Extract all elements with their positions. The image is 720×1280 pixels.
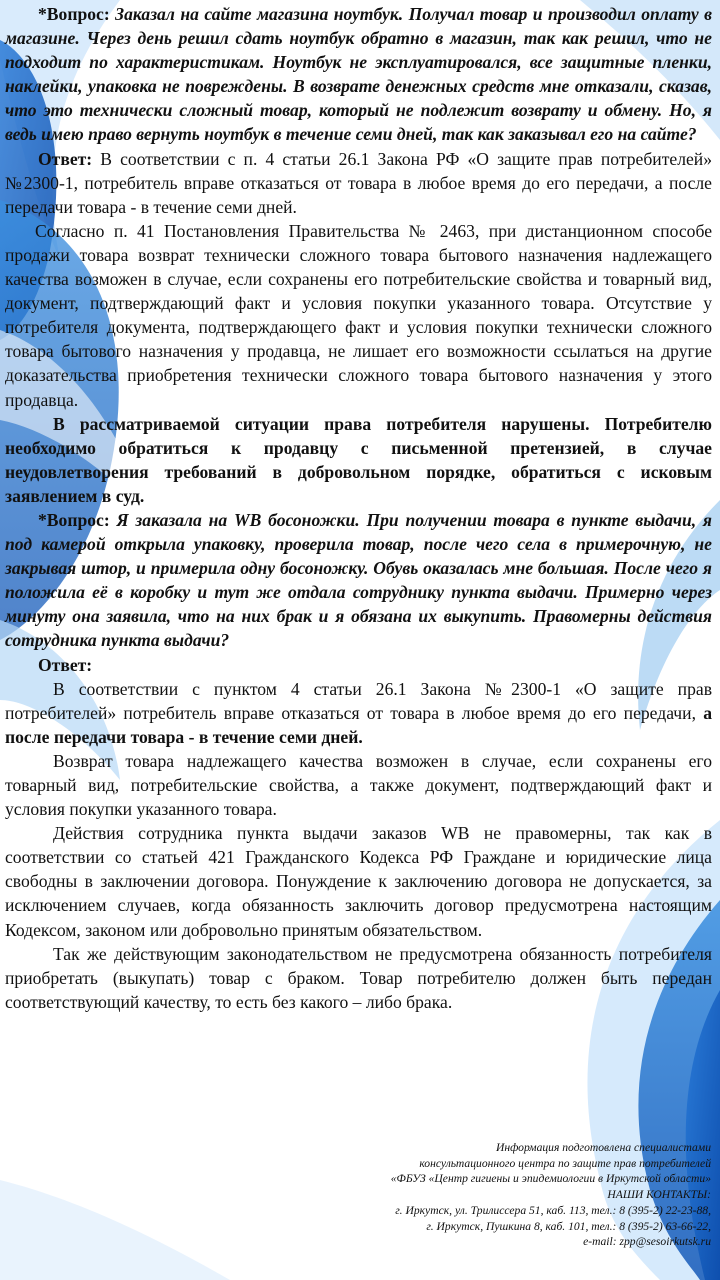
- answer-2-p1-text: В соответствии с пунктом 4 статьи 26.1 Закона №2300-1 «О защите прав потребителей» потребитель вправе отказаться от товара в любое время до его передачи,: [5, 678, 712, 723]
- question-2: [5, 508, 712, 653]
- answer-1-paragraph-1: [5, 147, 712, 219]
- question-1: [5, 2, 712, 147]
- address-2: г. Иркутск, Пушкина 8, каб. 101, тел.: 8 (395-2) 63-66-22,: [426, 1219, 711, 1233]
- answer-2-p1-bold: а после передачи товара - в течение семи дней.: [5, 702, 712, 747]
- info-line-3: «ФБУЗ «Центр гигиены и эпидемиологии в Иркутской области»: [390, 1172, 711, 1186]
- wave-bottom-left: [0, 1180, 230, 1280]
- answer-2-paragraph-2: Возврат товара надлежащего качества возможен в случае, если сохранены его товарный вид, потребительские свойства, а также документ, подтверждающий факт и условия покупки указанного товара.: [5, 750, 712, 820]
- question-2-text: Я заказала на WB босоножки. При получении товара в пункте выдачи, я под камерой открыла упаковку, проверила товар, после чего села в примерочную, не закрывая штор, и примерила одну босоножку. Обувь оказалась мне большая. После чего я положила её в коробку и тут же отдала сотруднику пункта выдачи. Примерно через минуту она заявила, что на них брак и я обязана их выкупить. Правомерны действия сотрудника пункта выдачи?: [5, 509, 712, 651]
- question-1-lead: *Вопрос:: [38, 4, 116, 24]
- answer-2-paragraph-3: Действия сотрудника пункта выдачи заказов WB не правомерны, так как в соответствии со статьей 421 Гражданского Кодекса РФ Граждане и юридические лица свободны в заключении договора. Понуждение к заключению договора не допускается, за исключением случаев, когда обязанность заключить договор предусмотрена настоящим Кодексом, законом или добровольно принятым обязательством.: [5, 823, 712, 940]
- question-1-text: Заказал на сайте магазина ноутбук. Получал товар и производил оплату в магазине. Через день решил сдать ноутбук обратно в магазин, так как решил, что не подходит по характеристикам. Ноутбук не эксплуатировался, все защитные пленки, наклейки, упаковка не повреждены. В возврате денежных средств мне отказали, сказав, что это технически сложный товар, который не подлежит возврату и обмену. Но, я ведь имею право вернуть ноутбук в течение семи дней, так как заказывал его на сайте?: [5, 4, 712, 145]
- answer-2-label-line: [5, 653, 712, 677]
- contacts-title: НАШИ КОНТАКТЫ:: [607, 1188, 711, 1202]
- address-1: г. Иркутск, ул. Трилиссера 51, каб. 113, тел.: 8 (395-2) 22-23-88,: [395, 1203, 711, 1217]
- answer-1-conclusion: В рассматриваемой ситуации права потребителя нарушены. Потребителю необходимо обратиться к продавцу с письменной претензией, в случае неудовлетворения требований в добровольном порядке, обратиться с исковым заявлением в суд.: [5, 413, 712, 506]
- question-2-lead: *Вопрос:: [38, 509, 117, 530]
- document-body: [5, 2, 712, 1014]
- answer-2-paragraph-4: Так же действующим законодательством не предусмотрена обязанность потребителя приобретать (выкупать) товар с браком. Товар потребителю должен быть передан соответствующий качеству, то есть без какого – либо брака.: [5, 943, 712, 1012]
- answer-1-paragraph-2: Согласно п. 41 Постановления Правительства № 2463, при дистанционном способе продажи товара возврат технически сложного товара бытового назначения надлежащего качества возможен в случае, если сохранены его потребительские свойства и товарный вид, документ, подтверждающий факт и условия покупки указанного товара. Отсутствие у потребителя документа, подтверждающего факт и условия покупки технически сложного товара бытового назначения у продавца, не лишает его возможности ссылаться на другие доказательства приобретения технически сложного товара бытового назначения у этого продавца.: [5, 220, 712, 410]
- answer-1-p1-text: В соответствии с п. 4 статьи 26.1 Закона РФ «О защите прав потребителей» №2300-1, потребитель вправе отказаться от товара в любое время до его передачи, а после передачи товара - в течение семи дней.: [5, 148, 712, 217]
- answer-2-label: Ответ:: [38, 654, 93, 675]
- info-line-1: Информация подготовлена специалистами: [495, 1141, 711, 1154]
- email-link[interactable]: e-mail: zpp@sesoirkutsk.ru: [583, 1235, 711, 1249]
- answer-1-label: Ответ:: [38, 148, 93, 169]
- answer-2-paragraph-1: [5, 677, 712, 749]
- contact-info-block: [231, 1140, 711, 1250]
- info-line-2: консультационного центра по защите прав потребителей: [419, 1156, 711, 1170]
